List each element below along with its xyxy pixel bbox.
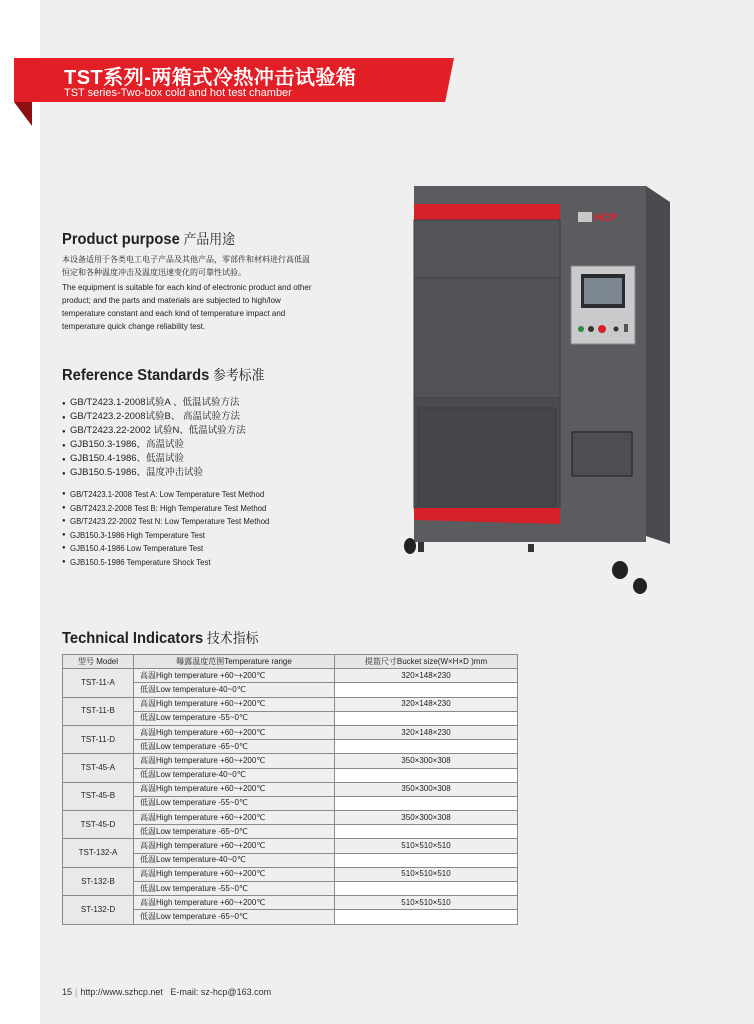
size-cell: 320×148×230 <box>335 697 518 711</box>
page-footer: 15 | http://www.szhcp.net E-mail: sz-hcp@163.com <box>62 987 272 997</box>
empty-cell <box>335 740 518 754</box>
low-temp-cell: 低温Low temperature -55~0℃ <box>134 796 335 810</box>
empty-cell <box>335 853 518 867</box>
standards-heading-cn: 参考标准 <box>212 367 265 383</box>
table-row <box>63 725 518 739</box>
model-cell: TST-11-A <box>63 669 134 697</box>
technical-heading-en: Technical Indicators <box>62 630 204 647</box>
test-chamber-image <box>378 186 678 596</box>
low-temp-cell: 低温Low temperature -55~0℃ <box>134 882 335 896</box>
purpose-text-en <box>62 281 352 333</box>
high-temp-cell: 高温High temperature +60~+200℃ <box>134 725 335 739</box>
column-header-temperature: 曝露温度范围Temperature range <box>134 655 335 669</box>
standards-list-cn <box>62 396 246 480</box>
spec-table-body <box>63 669 518 924</box>
empty-cell <box>335 711 518 725</box>
purpose-en-line: temperature quick change reliability test. <box>62 322 206 331</box>
high-temp-cell: 高温High temperature +60~+200℃ <box>134 754 335 768</box>
high-temp-cell: 高温High temperature +60~+200℃ <box>134 811 335 825</box>
model-cell: TST-11-D <box>63 725 134 753</box>
technical-heading <box>62 628 258 648</box>
standard-item: ● GJB150.3-1986、高温试验 <box>62 438 246 452</box>
empty-cell <box>335 768 518 782</box>
high-temp-cell: 高温High temperature +60~+200℃ <box>134 782 335 796</box>
model-cell: TST-45-B <box>63 782 134 810</box>
purpose-text-cn <box>62 253 352 279</box>
table-row <box>63 669 518 683</box>
high-temp-cell: 高温High temperature +60~+200℃ <box>134 697 335 711</box>
low-temp-cell: 低温Low temperature-40~0℃ <box>134 768 335 782</box>
standard-item: ● GB/T2423.22-2002 试验N、低温试验方法 <box>62 424 246 438</box>
size-cell: 320×148×230 <box>335 669 518 683</box>
standard-item: ● GJB150.5-1986 Temperature Shock Test <box>62 556 269 570</box>
banner-fold <box>14 102 32 126</box>
low-temp-cell: 低温Low temperature -55~0℃ <box>134 711 335 725</box>
model-cell: TST-45-D <box>63 811 134 839</box>
high-temp-cell: 高温High temperature +60~+200℃ <box>134 839 335 853</box>
purpose-heading-cn: 产品用途 <box>183 231 235 247</box>
purpose-en-line: product; and the parts and materials are subjected to high/low <box>62 296 281 305</box>
table-row <box>63 782 518 796</box>
table-row <box>63 697 518 711</box>
purpose-en-line: temperature constant and each kind of temperature impact and <box>62 309 286 318</box>
standard-item: ● GB/T2423.1-2008试验A 、低温试验方法 <box>62 396 246 410</box>
table-row <box>63 754 518 768</box>
spec-table <box>62 654 518 925</box>
page-subtitle: TST series-Two-box cold and hot test chamber <box>64 87 292 99</box>
model-cell: ST-132-B <box>63 867 134 895</box>
page-title: TST系列-两箱式冷热冲击试验箱 <box>64 67 357 89</box>
standard-item: ● GJB150.3-1986 High Temperature Test <box>62 529 269 543</box>
column-header-size: 提篮尺寸Bucket size(W×H×D )mm <box>335 655 518 669</box>
table-row <box>63 867 518 881</box>
low-temp-cell: 低温Low temperature -65~0℃ <box>134 825 335 839</box>
size-cell: 320×148×230 <box>335 725 518 739</box>
empty-cell <box>335 910 518 924</box>
size-cell: 350×300×308 <box>335 754 518 768</box>
size-cell: 510×510×510 <box>335 896 518 910</box>
low-temp-cell: 低温Low temperature-40~0℃ <box>134 853 335 867</box>
empty-cell <box>335 796 518 810</box>
standards-list-en <box>62 488 269 569</box>
purpose-cn-line: 恒定和各种温度冲击及温度迅速变化的可靠性试验。 <box>62 268 246 277</box>
table-row <box>63 896 518 910</box>
table-header-row <box>63 655 518 669</box>
model-cell: TST-45-A <box>63 754 134 782</box>
empty-cell <box>335 825 518 839</box>
purpose-cn-line: 本设备适用于各类电工电子产品及其他产品，零部件和材料进行高低温 <box>62 255 310 264</box>
logo-text: HCP <box>594 212 618 224</box>
standard-item: ● GJB150.5-1986、温度冲击试验 <box>62 466 246 480</box>
standard-item: ● GB/T2423.1-2008 Test A: Low Temperature Test Method <box>62 488 269 502</box>
size-cell: 350×300×308 <box>335 811 518 825</box>
standard-item: ● GB/T2423.22-2002 Test N: Low Temperature Test Method <box>62 515 269 529</box>
size-cell: 350×300×308 <box>335 782 518 796</box>
standard-item: ● GB/T2423.2-2008 Test B: High Temperature Test Method <box>62 502 269 516</box>
footer-url: http://www.szhcp.net <box>80 987 163 997</box>
low-temp-cell: 低温Low temperature-40~0℃ <box>134 683 335 697</box>
standards-heading-en: Reference Standards <box>62 367 210 384</box>
purpose-heading <box>62 229 235 249</box>
low-temp-cell: 低温Low temperature -65~0℃ <box>134 910 335 924</box>
empty-cell <box>335 882 518 896</box>
standard-item: ● GB/T2423.2-2008试验B、 高温试验方法 <box>62 410 246 424</box>
high-temp-cell: 高温High temperature +60~+200℃ <box>134 867 335 881</box>
top-red-band <box>414 204 560 220</box>
empty-cell <box>335 683 518 697</box>
table-row <box>63 839 518 853</box>
model-cell: TST-11-B <box>63 697 134 725</box>
technical-heading-cn: 技术指标 <box>206 630 259 646</box>
model-cell: ST-132-D <box>63 896 134 924</box>
page-number: 15 <box>62 987 73 997</box>
high-temp-cell: 高温High temperature +60~+200℃ <box>134 896 335 910</box>
size-cell: 510×510×510 <box>335 839 518 853</box>
purpose-heading-en: Product purpose <box>62 231 180 248</box>
standard-item: ● GJB150.4-1986 Low Temperature Test <box>62 542 269 556</box>
standard-item: ● GJB150.4-1986、低温试验 <box>62 452 246 466</box>
footer-email: E-mail: sz-hcp@163.com <box>170 987 272 997</box>
access-hatch <box>572 432 632 476</box>
size-cell: 510×510×510 <box>335 867 518 881</box>
table-row <box>63 811 518 825</box>
high-temp-cell: 高温High temperature +60~+200℃ <box>134 669 335 683</box>
column-header-model: 型号 Model <box>63 655 134 669</box>
low-temp-cell: 低温Low temperature -65~0℃ <box>134 740 335 754</box>
model-cell: TST-132-A <box>63 839 134 867</box>
purpose-en-line: The equipment is suitable for each kind of electronic product and other <box>62 283 312 292</box>
cabinet-side <box>646 186 670 544</box>
standards-heading <box>62 365 264 385</box>
